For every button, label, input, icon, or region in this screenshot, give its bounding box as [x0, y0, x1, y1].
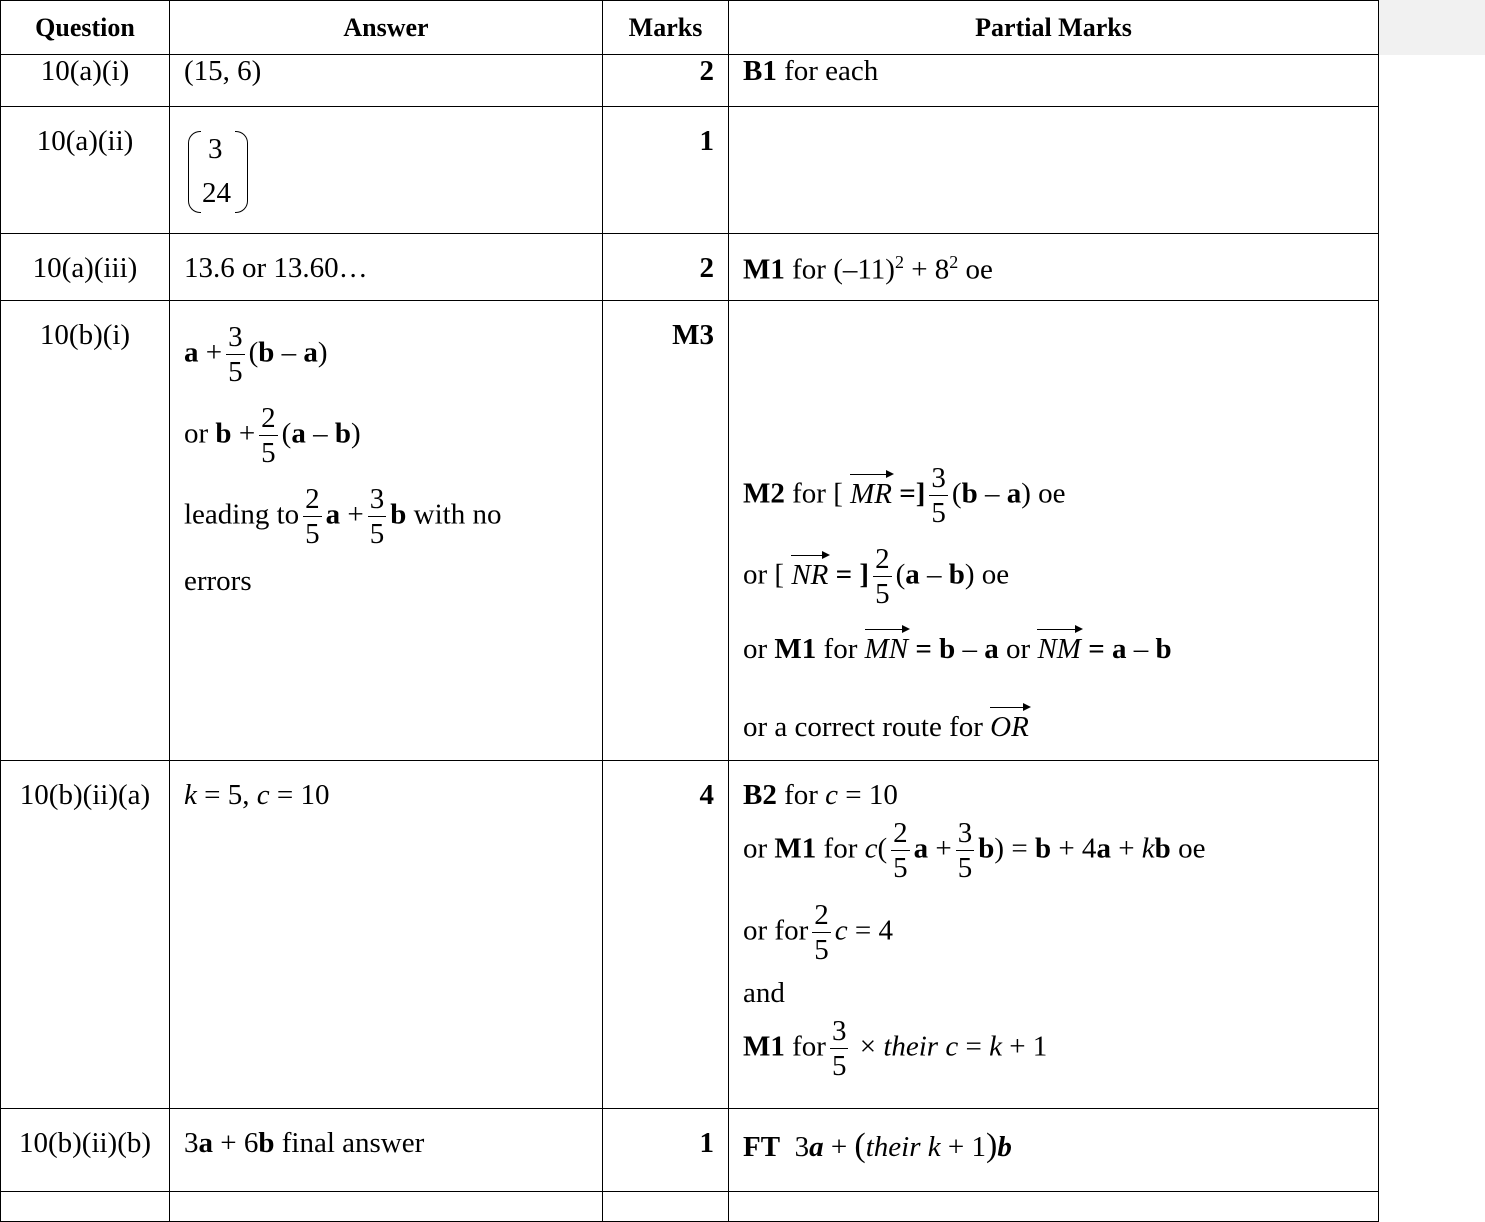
header-question: Question	[1, 1, 170, 55]
header-answer: Answer	[170, 1, 603, 55]
table-row	[1, 234, 1379, 301]
header-row	[1, 1, 1379, 55]
table-row	[1, 55, 1379, 107]
partial-marks-cell: B2 for c = 10 or M1 for c( $\frac{2}{5}$ a + $\frac{3}{5}$ b) = b + 4a + kb oe or for $\frac{2}{5}$ c = 4 and M1 for $\frac{3}{5}$ × their c = k + 1	[729, 761, 1379, 1109]
partial-marks-cell: M1 for $(-11)^2 + 8^2$ oe	[729, 234, 1379, 301]
marks-cell: 2	[603, 55, 729, 107]
answer-cell: (15, 6)	[170, 55, 603, 107]
partial-marks-cell: B1 for each	[729, 55, 1379, 107]
question-number: 10(b)(i)	[1, 301, 170, 761]
marks-cell: M3	[603, 301, 729, 761]
header-partial-marks: Partial Marks	[729, 1, 1379, 55]
question-number: 10(b)(ii)(b)	[1, 1109, 170, 1192]
marks-cell: 2	[603, 234, 729, 301]
answer-cell: 13.6 or 13.60…	[170, 234, 603, 301]
question-number: 10(a)(i)	[1, 55, 170, 107]
question-number: 10(b)(ii)(a)	[1, 761, 170, 1109]
table-row	[1, 761, 1379, 1109]
answer-cell: a + $\frac{3}{5}$ (b – a) or b + $\frac{2}{5}$ (a – b) leading to $\frac{2}{5}$ a + $\frac{3}{5}$ b with no errors	[170, 301, 603, 761]
answer-cell: k = 5, c = 10	[170, 761, 603, 1109]
marks-cell: 4	[603, 761, 729, 1109]
table-row	[1, 107, 1379, 234]
marks-cell: 1	[603, 107, 729, 234]
table-row	[1, 1109, 1379, 1192]
answer-cell	[170, 107, 603, 234]
marks-cell: 1	[603, 1109, 729, 1192]
header-marks: Marks	[603, 1, 729, 55]
answer-cell: 3a + 6b final answer	[170, 1109, 603, 1192]
partial-marks-cell	[729, 107, 1379, 234]
column-vector: 3 24	[188, 131, 248, 211]
partial-marks-cell: FT 3a + (their k + 1)b	[729, 1109, 1379, 1192]
background-strip	[1378, 0, 1485, 55]
question-number: 10(a)(ii)	[1, 107, 170, 234]
table-row	[1, 301, 1379, 761]
question-number: 10(a)(iii)	[1, 234, 170, 301]
partial-marks-cell: M2 for [ MR =] $\frac{3}{5}$ (b – a) oe or [ NR = ] $\frac{2}{5}$ (a – b) oe or M1 for MN = b – a or NM = a – b or a correct route for OR	[729, 301, 1379, 761]
